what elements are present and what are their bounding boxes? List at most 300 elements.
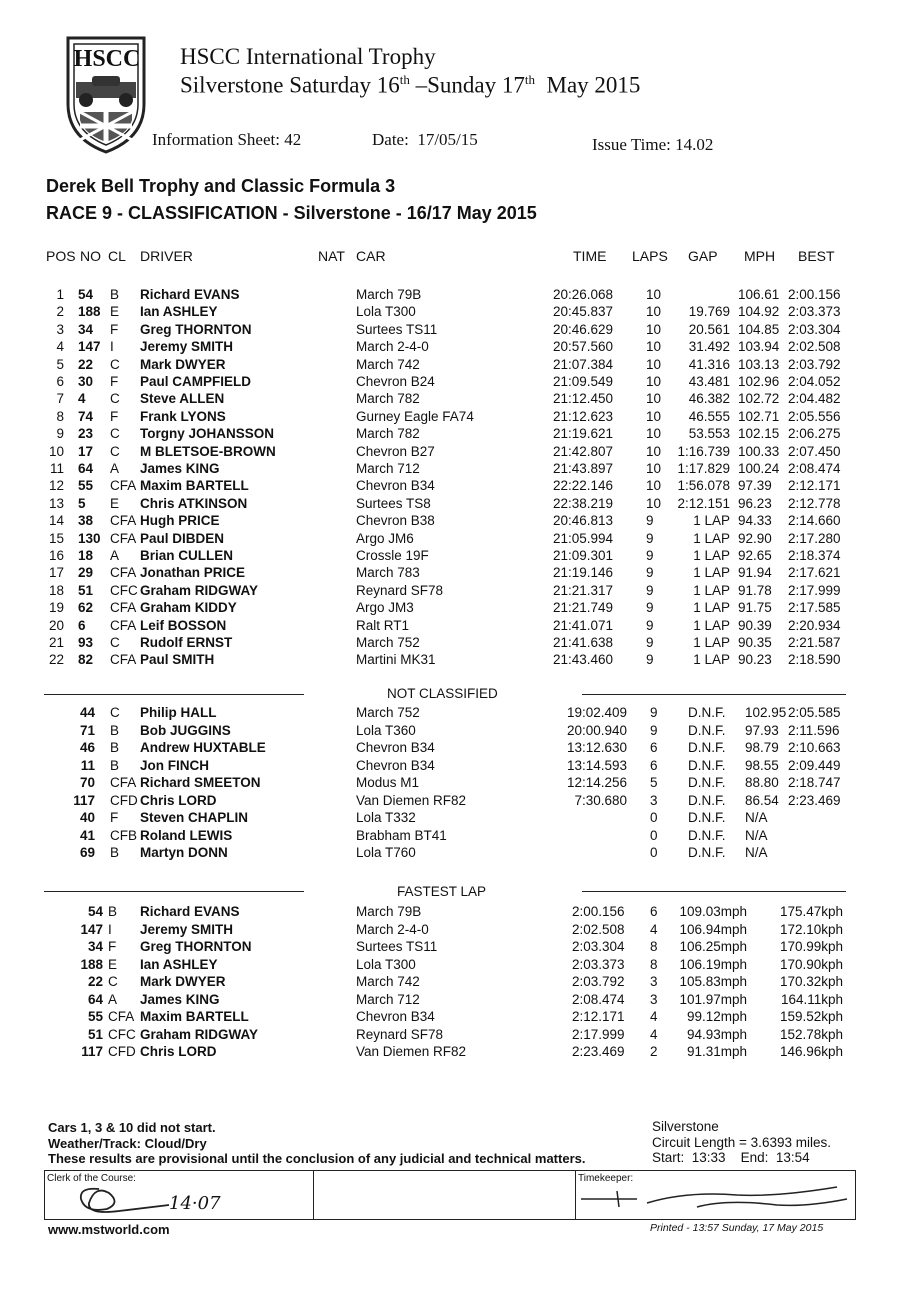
driver-cell: Roland LEWIS [140,827,233,843]
pos-cell: 18 [48,582,64,598]
pos-cell: 22 [48,652,64,668]
col-time: TIME [573,248,607,264]
pos-cell: 7 [56,391,64,407]
mph-cell: 98.55 [745,757,779,773]
best-cell: 2:08.474 [788,461,841,476]
time-cell: 12:14.256 [566,775,627,790]
mph-cell: 105.83mph [679,974,747,989]
fastest-lap-row [0,904,920,921]
gap-cell: 1 LAP [693,513,730,529]
gap-cell: D.N.F. [688,810,726,825]
time-cell: 22:22.146 [553,478,614,494]
event-title: HSCC International Trophy [180,44,436,69]
kph-cell: 172.10kph [779,921,843,937]
not-classified-row [0,758,920,775]
pos-cell: 19 [48,600,64,616]
class-cell: CFA [110,617,137,633]
not-classified-row [0,793,920,810]
result-row [0,565,920,582]
best-cell: 2:23.469 [788,792,841,808]
divider [44,694,304,695]
car-number-cell: 147 [78,339,101,355]
kph-cell: 146.96kph [779,1044,843,1059]
driver-cell: Paul CAMPFIELD [140,374,252,389]
driver-cell: Ian ASHLEY [140,956,218,972]
time-cell: 21:21.749 [553,600,614,616]
timekeeper-signature [577,1177,855,1217]
best-cell: 2:02.508 [788,339,841,355]
class-cell: C [110,635,120,650]
driver-cell: Ian ASHLEY [140,304,218,320]
time-cell: 21:41.071 [553,617,614,633]
mph-cell: 102.96 [738,374,780,389]
best-cell: 2:17.621 [788,565,841,581]
time-cell: 20:45.837 [553,304,614,320]
driver-cell: Brian CULLEN [140,548,234,563]
gap-cell: D.N.F. [688,845,726,860]
gap-cell: 1 LAP [693,565,730,581]
driver-cell: Philip HALL [140,705,217,720]
best-cell: 2:05.556 [788,408,841,424]
fastest-lap-row [0,939,920,956]
best-cell: 2:18.747 [788,775,841,790]
laps-cell: 10 [646,495,662,511]
car-cell: Argo JM3 [356,600,414,616]
best-cell: 2:10.663 [788,740,841,755]
mph-cell: 91.78 [738,582,772,598]
car-cell: March 2-4-0 [356,921,429,937]
time-cell: 21:21.317 [553,582,614,598]
gap-cell: 1 LAP [693,548,730,563]
pos-cell: 6 [56,374,64,389]
pos-cell: 5 [56,356,64,372]
lap-cell: 8 [650,956,658,972]
laps-cell: 9 [646,652,654,668]
car-cell: Chevron B34 [356,478,435,494]
mph-cell: 92.90 [738,530,772,546]
gap-cell: 19.769 [688,304,730,320]
dns-note: Cars 1, 3 & 10 did not start. [48,1120,216,1135]
laps-cell: 6 [650,757,658,773]
class-cell: B [110,287,120,302]
laps-cell: 0 [650,827,658,843]
time-cell: 21:43.460 [553,652,614,668]
car-cell: Chevron B24 [356,374,435,389]
gap-cell: 1:56.078 [677,478,730,494]
not-classified-row [0,705,920,722]
laps-cell: 9 [650,705,658,720]
best-cell: 2:18.374 [788,548,841,563]
car-number-cell: 55 [78,478,94,494]
class-cell: A [110,461,120,476]
car-cell: Reynard SF78 [356,582,444,598]
car-number-cell: 82 [78,652,94,668]
timekeeper-label: Timekeeper: [578,1173,634,1184]
pos-cell: 2 [56,304,64,320]
car-number-cell: 38 [78,513,94,529]
clerk-signature [59,1181,179,1219]
best-cell: 2:17.280 [788,530,841,546]
mph-cell: 102.95 [745,705,787,720]
time-cell: 2:03.304 [572,939,625,954]
result-row [0,652,920,669]
time-cell: 2:03.373 [572,956,625,972]
time-cell: 20:46.813 [553,513,614,529]
time-cell: 22:38.219 [553,495,614,511]
car-cell: Brabham BT41 [356,827,447,843]
mph-cell: 97.93 [745,722,779,738]
gap-cell: 1 LAP [693,530,730,546]
time-cell: 20:26.068 [553,287,614,302]
car-number-cell: 71 [79,722,95,738]
class-cell: C [110,356,120,372]
class-cell: CFA [110,565,137,581]
time-cell: 21:12.623 [553,408,614,424]
mph-cell: 106.25mph [679,939,747,954]
gap-cell: D.N.F. [688,722,726,738]
time-cell: 21:42.807 [553,443,614,459]
car-cell: Modus M1 [356,775,420,790]
col-nat: NAT [318,248,345,264]
class-cell: E [108,956,118,972]
car-number-cell: 18 [78,548,94,563]
class-cell: F [110,321,119,337]
car-number-cell: 4 [78,391,86,407]
best-cell: 2:00.156 [788,287,841,302]
class-cell: I [108,921,112,937]
car-number-cell: 34 [78,321,94,337]
mph-cell: 90.39 [738,617,772,633]
car-cell: Surtees TS11 [356,321,438,337]
best-cell: 2:05.585 [788,705,841,720]
laps-cell: 9 [646,617,654,633]
laps-cell: 0 [650,845,658,860]
class-cell: C [110,705,120,720]
mph-cell: 106.94mph [679,921,747,937]
laps-cell: 10 [646,356,662,372]
class-cell: CFC [110,582,138,598]
time-cell: 13:14.593 [566,757,627,773]
lap-cell: 6 [650,904,658,919]
driver-cell: Richard SMEETON [140,775,261,790]
driver-cell: M BLETSOE-BROWN [140,443,276,459]
kph-cell: 170.90kph [779,956,843,972]
class-cell: C [110,426,120,442]
class-cell: F [108,939,117,954]
col-driver: DRIVER [140,248,193,264]
mph-cell: 101.97mph [679,991,747,1007]
time-cell: 21:19.621 [553,426,614,442]
car-number-cell: 64 [87,991,103,1007]
class-cell: CFA [108,1009,135,1024]
car-number-cell: 188 [80,956,103,972]
mph-cell: 104.85 [738,321,780,337]
circuit-length: Circuit Length = 3.6393 miles. [652,1135,831,1150]
result-row [0,287,920,304]
gap-cell: D.N.F. [688,757,726,773]
time-cell: 2:02.508 [572,921,625,937]
laps-cell: 10 [646,426,662,442]
divider [582,694,846,695]
car-number-cell: 74 [78,408,94,424]
driver-cell: Richard EVANS [140,904,240,919]
mph-cell: 88.80 [745,775,779,790]
gap-cell: 53.553 [688,426,730,442]
car-number-cell: 46 [79,740,95,755]
laps-cell: 10 [646,304,662,320]
lap-cell: 4 [650,1026,658,1042]
car-number-cell: 51 [87,1026,103,1042]
not-classified-row [0,828,920,845]
pos-cell: 21 [48,635,64,650]
car-number-cell: 34 [87,939,103,954]
driver-cell: Steve ALLEN [140,391,225,407]
driver-cell: Andrew HUXTABLE [140,740,266,755]
mph-cell: N/A [745,827,768,843]
col-pos: POS [46,248,76,264]
best-cell: 2:09.449 [788,757,841,773]
class-cell: C [108,974,118,989]
gap-cell: 1 LAP [693,617,730,633]
mph-cell: 90.23 [738,652,772,668]
class-cell: CFA [110,478,137,494]
lap-cell: 3 [650,991,658,1007]
car-cell: March 783 [356,565,420,581]
time-cell: 2:03.792 [572,974,625,989]
fastest-lap-row [0,922,920,939]
printed-timestamp: Printed - 13:57 Sunday, 17 May 2015 [650,1222,824,1234]
driver-cell: Graham KIDDY [140,600,237,616]
best-cell: 2:20.934 [788,617,841,633]
result-row [0,548,920,565]
best-cell: 2:14.660 [788,513,841,529]
class-cell: A [110,548,120,563]
driver-cell: Hugh PRICE [140,513,220,529]
fastest-lap-row [0,992,920,1009]
car-number-cell: 22 [87,974,103,989]
driver-cell: Jonathan PRICE [140,565,246,581]
divider [44,891,304,892]
result-row [0,618,920,635]
mph-cell: 91.94 [738,565,772,581]
mph-cell: 106.19mph [679,956,747,972]
car-number-cell: 11 [80,757,95,773]
best-cell: 2:03.792 [788,356,841,372]
car-number-cell: 130 [78,530,101,546]
driver-cell: Paul DIBDEN [140,530,225,546]
gap-cell: 1:17.829 [677,461,730,476]
not-classified-title: NOT CLASSIFIED [387,686,498,701]
car-number-cell: 117 [73,792,95,808]
circuit-name: Silverstone [652,1119,719,1134]
best-cell: 2:03.304 [788,321,841,337]
best-cell: 2:11.596 [788,722,840,738]
car-number-cell: 23 [78,426,94,442]
fastest-lap-row [0,957,920,974]
car-cell: Chevron B34 [356,1009,435,1024]
mph-cell: 91.31mph [686,1044,747,1059]
mph-cell: 102.72 [738,391,780,407]
car-cell: March 782 [356,426,420,442]
pos-cell: 14 [48,513,64,529]
class-cell: F [110,408,119,424]
driver-cell: Leif BOSSON [140,617,227,633]
car-number-cell: 5 [78,495,86,511]
gap-cell: D.N.F. [688,792,726,808]
gap-cell: 46.555 [688,408,730,424]
driver-cell: Maxim BARTELL [140,478,249,494]
laps-cell: 9 [646,565,654,581]
laps-cell: 10 [646,443,662,459]
laps-cell: 10 [646,374,662,389]
car-cell: March 742 [356,974,420,989]
class-cell: CFA [110,652,137,668]
info-sheet: Information Sheet: 42 [152,130,302,149]
result-row [0,391,920,408]
best-cell: 2:04.482 [788,391,841,407]
driver-cell: James KING [140,991,220,1007]
mph-cell: N/A [745,810,768,825]
driver-cell: Greg THORNTON [140,321,252,337]
result-row [0,339,920,356]
time-cell: 13:12.630 [566,740,627,755]
info-date: Date: 17/05/15 [372,130,478,149]
car-cell: Van Diemen RF82 [356,792,467,808]
car-number-cell: 55 [87,1009,103,1024]
class-cell: I [110,339,114,355]
mph-cell: 102.15 [738,426,780,442]
driver-cell: Bob JUGGINS [140,722,231,738]
time-cell: 2:17.999 [572,1026,625,1042]
time-cell: 20:46.629 [553,321,614,337]
mph-cell: 96.23 [738,495,772,511]
best-cell: 2:07.450 [788,443,841,459]
time-cell: 21:05.994 [553,530,614,546]
mph-cell: 106.61 [738,287,780,302]
result-row [0,461,920,478]
class-cell: C [110,391,120,407]
fastest-lap-row [0,974,920,991]
time-cell: 19:02.409 [566,705,627,720]
driver-cell: Frank LYONS [140,408,226,424]
col-gap: GAP [688,248,718,264]
car-cell: March 2-4-0 [356,339,429,355]
time-cell: 21:07.384 [553,356,614,372]
car-number-cell: 41 [79,827,95,843]
pos-cell: 1 [56,287,64,302]
gap-cell: 1 LAP [693,582,730,598]
fastest-lap-row [0,1044,920,1061]
gap-cell: 1 LAP [693,652,730,668]
event-venue-dates: Silverstone Saturday 16th –Sunday 17th May 2015 [180,72,641,98]
laps-cell: 10 [646,461,662,476]
pos-cell: 3 [56,321,64,337]
class-cell: CFA [110,530,137,546]
provisional-note: These results are provisional until the conclusion of any judicial and technical matters. [48,1151,586,1166]
car-number-cell: 40 [79,810,95,825]
car-cell: Gurney Eagle FA74 [356,408,474,424]
mph-cell: 100.33 [738,443,780,459]
kph-cell: 164.11kph [780,991,843,1007]
fastest-lap-row [0,1027,920,1044]
col-mph: MPH [744,248,776,264]
result-row [0,322,920,339]
result-row [0,531,920,548]
gap-cell: D.N.F. [688,705,726,720]
best-cell: 2:21.587 [788,635,841,650]
kph-cell: 152.78kph [779,1026,843,1042]
gap-cell: 20.561 [688,321,730,337]
mph-cell: 100.24 [738,461,780,476]
mph-cell: N/A [745,845,768,860]
result-row [0,444,920,461]
laps-cell: 10 [646,408,662,424]
pos-cell: 11 [49,461,64,476]
pos-cell: 4 [56,339,64,355]
time-cell: 7:30.680 [574,792,627,808]
start-end-time: Start: 13:33 End: 13:54 [652,1150,810,1165]
mph-cell: 99.12mph [686,1009,747,1024]
clerk-time: 14·07 [169,1193,221,1214]
logo-text: HSCC [73,46,141,72]
pos-cell: 10 [48,443,64,459]
driver-cell: Jeremy SMITH [140,921,234,937]
lap-cell: 2 [650,1044,658,1059]
class-cell: B [110,740,120,755]
class-cell: A [108,991,118,1007]
gap-cell: 46.382 [688,391,730,407]
car-cell: Reynard SF78 [356,1026,444,1042]
laps-cell: 10 [646,287,662,302]
car-number-cell: 30 [78,374,94,389]
issue-time: Issue Time: 14.02 [592,135,714,154]
driver-cell: Chris LORD [140,792,217,808]
not-classified-row [0,723,920,740]
driver-cell: Greg THORNTON [140,939,252,954]
driver-cell: Jon FINCH [140,757,209,773]
car-cell: March 742 [356,356,420,372]
best-cell: 2:12.171 [788,478,841,494]
mph-cell: 92.65 [738,548,772,563]
car-number-cell: 54 [87,904,103,919]
driver-cell: James KING [140,461,220,476]
gap-cell: D.N.F. [688,827,726,843]
car-number-cell: 64 [78,461,94,476]
driver-cell: Chris LORD [140,1044,217,1059]
driver-cell: Martyn DONN [140,845,228,860]
website: www.mstworld.com [48,1222,170,1237]
gap-cell: D.N.F. [688,775,726,790]
class-cell: CFB [110,827,137,843]
mph-cell: 94.93mph [686,1026,747,1042]
result-row [0,304,920,321]
pos-cell: 16 [48,548,64,563]
col-cl: CL [108,248,126,264]
car-number-cell: 93 [78,635,94,650]
mph-cell: 109.03mph [679,904,747,919]
lap-cell: 3 [650,974,658,989]
laps-cell: 9 [646,548,654,563]
lap-cell: 8 [650,939,658,954]
time-cell: 21:09.301 [553,548,614,563]
col-best: BEST [798,248,835,264]
not-classified-row [0,775,920,792]
pos-cell: 9 [56,426,64,442]
result-row [0,357,920,374]
mph-cell: 91.75 [738,600,772,616]
car-cell: March 752 [356,705,420,720]
not-classified-row [0,845,920,862]
